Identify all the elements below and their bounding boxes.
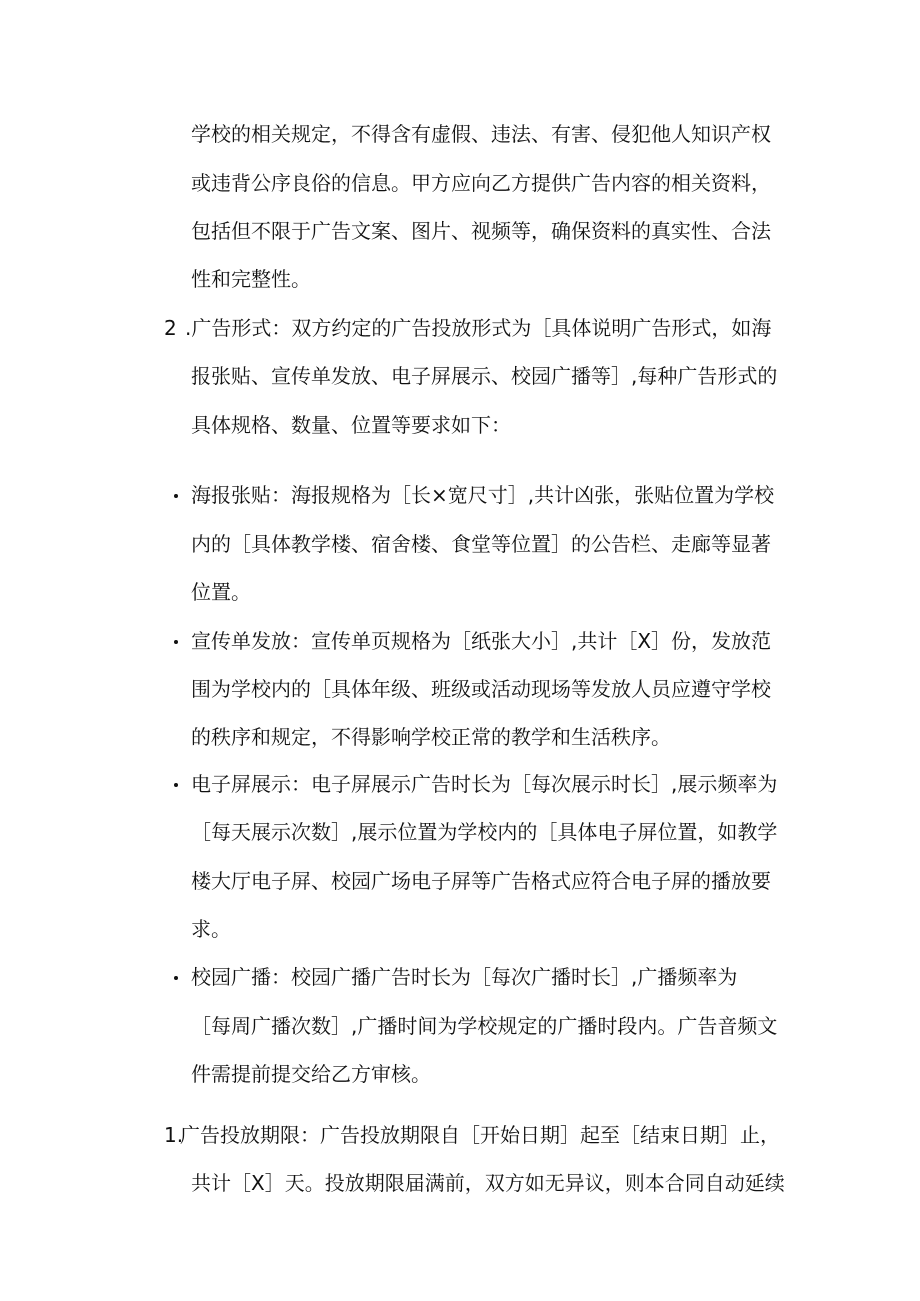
paragraph-line: ［每天展示次数］,展示位置为学校内的［具体电子屏位置，如教学 [191, 820, 778, 844]
paragraph-line: 报张贴、宣传单发放、电子屏展示、校园广播等］,每种广告形式的 [191, 364, 778, 388]
bullet-dot [174, 494, 178, 498]
paragraph-line: 学校的相关规定，不得含有虚假、违法、有害、侵犯他人知识产权 [191, 122, 771, 146]
paragraph-line: 的秩序和规定，不得影响学校正常的教学和生活秩序。 [191, 725, 671, 749]
paragraph-line: 楼大厅电子屏、校园广场电子屏等广告格式应符合电子屏的播放要 [191, 869, 771, 893]
paragraph-line: 包括但不限于广告文案、图片、视频等，确保资料的真实性、合法 [191, 219, 771, 243]
bullet-dot [174, 976, 178, 980]
paragraph-line: 位置。 [191, 580, 251, 604]
paragraph-line: .广告形式：双方约定的广告投放形式为［具体说明广告形式，如海 [185, 316, 772, 340]
paragraph-line: 校园广播：校园广播广告时长为［每次广播时长］,广播频率为 [191, 965, 738, 989]
paragraph-line: 广告投放期限：广告投放期限自［开始日期］起至［结束日期］止， [180, 1123, 780, 1147]
paragraph-line: 海报张贴：海报规格为［长×宽尺寸］,共计凶张，张贴位置为学校 [191, 483, 775, 507]
paragraph-line: 宣传单发放：宣传单页规格为［纸张大小］,共计［X］份，发放范 [191, 629, 772, 653]
bullet-dot [174, 783, 178, 787]
paragraph-line: 性和完整性。 [191, 267, 311, 291]
bullet-dot [174, 640, 178, 644]
paragraph-line: ［每周广播次数］,广播时间为学校规定的广播时段内。广告音频文 [191, 1014, 778, 1038]
paragraph-line: 内的［具体教学楼、宿舍楼、食堂等位置］的公告栏、走廊等显著 [191, 532, 771, 556]
paragraph-line: 电子屏展示：电子屏展示广告时长为［每次展示时长］,展示频率为 [191, 772, 778, 796]
paragraph-line: 围为学校内的［具体年级、班级或活动现场等发放人员应遵守学校 [191, 677, 771, 701]
clause-number: 2 [164, 316, 177, 340]
clause-number: 1. [164, 1123, 184, 1147]
paragraph-line: 共计［X］天。投放期限届满前，双方如无异议，则本合同自动延续 [191, 1171, 785, 1195]
paragraph-line: 具体规格、数量、位置等要求如下： [191, 413, 511, 437]
paragraph-line: 求。 [191, 917, 231, 941]
paragraph-line: 或违背公序良俗的信息。甲方应向乙方提供广告内容的相关资料， [191, 171, 771, 195]
paragraph-line: 件需提前提交给乙方审核。 [191, 1062, 431, 1086]
